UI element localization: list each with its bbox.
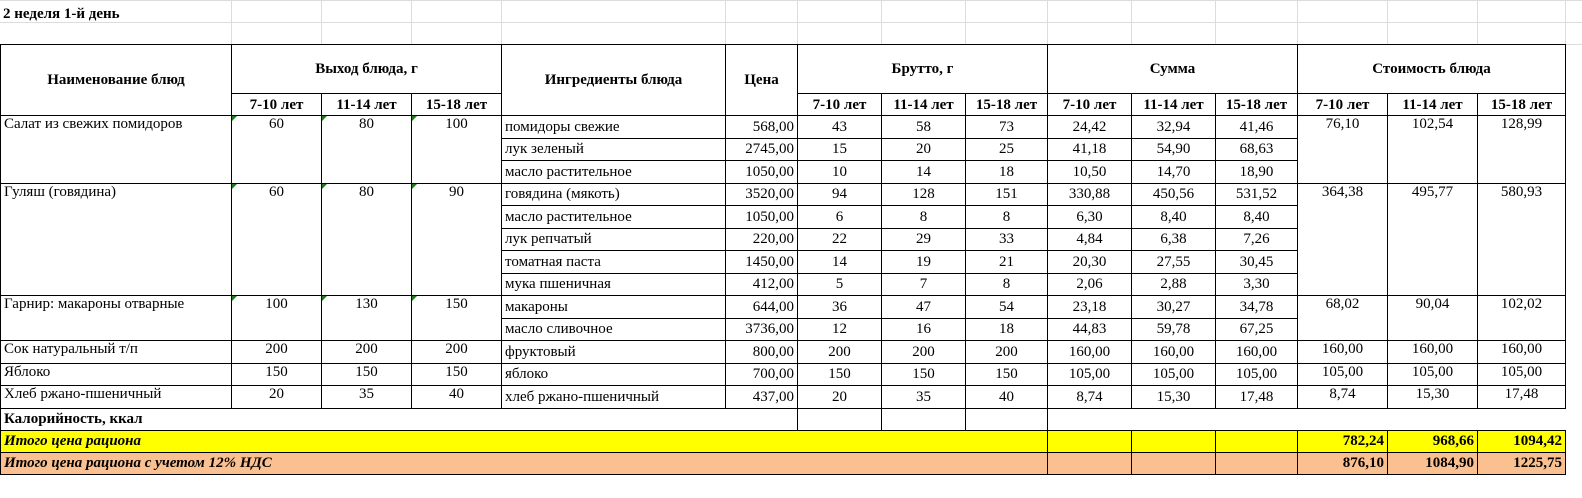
ingredient-sum: 17,48 bbox=[1216, 386, 1298, 409]
ingredient-brutto: 128 bbox=[882, 183, 966, 206]
ingredient-brutto: 5 bbox=[798, 273, 882, 296]
ingredient-brutto: 200 bbox=[798, 341, 882, 364]
calories-label: Калорийность, ккал bbox=[1, 408, 798, 430]
table-row bbox=[1, 183, 1566, 206]
ingredient-sum: 23,18 bbox=[1048, 296, 1132, 319]
ingredient-price: 800,00 bbox=[726, 341, 798, 364]
ingredient-sum: 34,78 bbox=[1216, 296, 1298, 319]
ingredient-sum: 8,74 bbox=[1048, 386, 1132, 409]
total-value: 782,24 bbox=[1298, 430, 1388, 452]
ingredient-brutto: 35 bbox=[882, 386, 966, 409]
ingredient-price: 412,00 bbox=[726, 273, 798, 296]
ingredient-sum: 6,30 bbox=[1048, 206, 1132, 229]
dish-cost: 495,77 bbox=[1388, 183, 1478, 296]
ingredient-brutto: 12 bbox=[798, 318, 882, 341]
ingredient-sum: 6,38 bbox=[1132, 228, 1216, 251]
ingredient-brutto: 20 bbox=[882, 138, 966, 161]
dish-yield: 150 bbox=[412, 296, 502, 341]
ingredient-sum: 3,30 bbox=[1216, 273, 1298, 296]
header-age: 11-14 лет bbox=[1132, 94, 1216, 116]
dish-name: Гарнир: макароны отварные bbox=[1, 296, 232, 341]
dish-yield: 150 bbox=[322, 363, 412, 386]
ingredient-sum: 30,45 bbox=[1216, 251, 1298, 274]
ingredient-name: томатная паста bbox=[502, 251, 726, 274]
header-age: 15-18 лет bbox=[1216, 94, 1298, 116]
ingredient-sum: 450,56 bbox=[1132, 183, 1216, 206]
ingredient-name: масло сливочное bbox=[502, 318, 726, 341]
calories-row bbox=[1, 408, 1566, 430]
header-age: 7-10 лет bbox=[232, 94, 322, 116]
dish-cost: 105,00 bbox=[1298, 363, 1388, 386]
ingredient-price: 1050,00 bbox=[726, 206, 798, 229]
ingredient-brutto: 43 bbox=[798, 116, 882, 139]
ingredient-sum: 105,00 bbox=[1132, 363, 1216, 386]
dish-yield: 200 bbox=[232, 341, 322, 364]
ingredient-brutto: 151 bbox=[966, 183, 1048, 206]
dish-cost: 8,74 bbox=[1298, 386, 1388, 409]
ingredient-name: помидоры свежие bbox=[502, 116, 726, 139]
ingredient-brutto: 19 bbox=[882, 251, 966, 274]
ingredient-brutto: 20 bbox=[798, 386, 882, 409]
dish-cost: 17,48 bbox=[1478, 386, 1566, 409]
ingredient-sum: 160,00 bbox=[1048, 341, 1132, 364]
header-age: 15-18 лет bbox=[966, 94, 1048, 116]
dish-yield: 60 bbox=[232, 183, 322, 296]
calories-blank bbox=[1048, 408, 1566, 430]
table-row bbox=[1, 363, 1566, 386]
ingredient-brutto: 21 bbox=[966, 251, 1048, 274]
dish-cost: 102,54 bbox=[1388, 116, 1478, 184]
ingredient-brutto: 54 bbox=[966, 296, 1048, 319]
header-age: 11-14 лет bbox=[322, 94, 412, 116]
dish-yield: 150 bbox=[412, 363, 502, 386]
ingredient-brutto: 33 bbox=[966, 228, 1048, 251]
ingredient-sum: 105,00 bbox=[1216, 363, 1298, 386]
ingredient-name: лук репчатый bbox=[502, 228, 726, 251]
ingredient-sum: 8,40 bbox=[1216, 206, 1298, 229]
ingredient-price: 437,00 bbox=[726, 386, 798, 409]
ingredient-brutto: 16 bbox=[882, 318, 966, 341]
ingredient-price: 1050,00 bbox=[726, 161, 798, 184]
table-row bbox=[1, 296, 1566, 319]
dish-name: Яблоко bbox=[1, 363, 232, 386]
ingredient-sum: 14,70 bbox=[1132, 161, 1216, 184]
header-age: 15-18 лет bbox=[412, 94, 502, 116]
ingredient-sum: 330,88 bbox=[1048, 183, 1132, 206]
ingredient-brutto: 22 bbox=[798, 228, 882, 251]
dish-name: Хлеб ржано-пшеничный bbox=[1, 386, 232, 409]
ingredient-brutto: 200 bbox=[966, 341, 1048, 364]
ingredient-sum: 10,50 bbox=[1048, 161, 1132, 184]
table-row bbox=[1, 386, 1566, 409]
ingredient-sum: 59,78 bbox=[1132, 318, 1216, 341]
ingredient-name: масло растительное bbox=[502, 161, 726, 184]
header-age: 7-10 лет bbox=[798, 94, 882, 116]
ingredient-sum: 7,26 bbox=[1216, 228, 1298, 251]
total-vat-value: 876,10 bbox=[1298, 452, 1388, 474]
header-dish-name: Наименование блюд bbox=[1, 45, 232, 116]
ingredient-price: 3736,00 bbox=[726, 318, 798, 341]
ingredient-brutto: 94 bbox=[798, 183, 882, 206]
dish-name: Салат из свежих помидоров bbox=[1, 116, 232, 184]
total-blank bbox=[1048, 452, 1132, 474]
dish-yield: 35 bbox=[322, 386, 412, 409]
total-blank bbox=[1216, 430, 1298, 452]
total-row bbox=[1, 430, 1566, 452]
ingredient-brutto: 14 bbox=[798, 251, 882, 274]
total-label: Итого цена рациона bbox=[1, 430, 1048, 452]
table-row bbox=[1, 341, 1566, 364]
dish-yield: 100 bbox=[412, 116, 502, 184]
header-age: 15-18 лет bbox=[1478, 94, 1566, 116]
ingredient-price: 220,00 bbox=[726, 228, 798, 251]
ingredient-sum: 41,46 bbox=[1216, 116, 1298, 139]
dish-yield: 150 bbox=[232, 363, 322, 386]
ingredient-price: 3520,00 bbox=[726, 183, 798, 206]
ingredient-brutto: 150 bbox=[966, 363, 1048, 386]
dish-cost: 15,30 bbox=[1388, 386, 1478, 409]
ingredient-sum: 531,52 bbox=[1216, 183, 1298, 206]
ingredient-brutto: 14 bbox=[882, 161, 966, 184]
header-yield: Выход блюда, г bbox=[232, 45, 502, 94]
dish-cost: 90,04 bbox=[1388, 296, 1478, 341]
dish-cost: 68,02 bbox=[1298, 296, 1388, 341]
ingredient-sum: 30,27 bbox=[1132, 296, 1216, 319]
total-vat-row bbox=[1, 452, 1566, 474]
calories-cell bbox=[966, 408, 1048, 430]
ingredient-brutto: 200 bbox=[882, 341, 966, 364]
dish-cost: 128,99 bbox=[1478, 116, 1566, 184]
ingredient-sum: 2,06 bbox=[1048, 273, 1132, 296]
dish-cost: 160,00 bbox=[1298, 341, 1388, 364]
ingredient-brutto: 7 bbox=[882, 273, 966, 296]
ingredient-sum: 44,83 bbox=[1048, 318, 1132, 341]
ingredient-price: 2745,00 bbox=[726, 138, 798, 161]
ingredient-brutto: 150 bbox=[798, 363, 882, 386]
dish-cost: 580,93 bbox=[1478, 183, 1566, 296]
dish-cost: 364,38 bbox=[1298, 183, 1388, 296]
ingredient-sum: 41,18 bbox=[1048, 138, 1132, 161]
dish-cost: 102,02 bbox=[1478, 296, 1566, 341]
ingredient-sum: 105,00 bbox=[1048, 363, 1132, 386]
ingredient-sum: 8,40 bbox=[1132, 206, 1216, 229]
ingredient-brutto: 18 bbox=[966, 318, 1048, 341]
ingredient-brutto: 8 bbox=[966, 273, 1048, 296]
menu-table bbox=[0, 44, 1566, 475]
total-value: 1094,42 bbox=[1478, 430, 1566, 452]
ingredient-price: 644,00 bbox=[726, 296, 798, 319]
dish-yield: 200 bbox=[322, 341, 412, 364]
ingredient-brutto: 18 bbox=[966, 161, 1048, 184]
ingredient-name: макароны bbox=[502, 296, 726, 319]
ingredient-sum: 4,84 bbox=[1048, 228, 1132, 251]
ingredient-brutto: 47 bbox=[882, 296, 966, 319]
header-age: 7-10 лет bbox=[1298, 94, 1388, 116]
dish-name: Сок натуральный т/п bbox=[1, 341, 232, 364]
total-vat-value: 1225,75 bbox=[1478, 452, 1566, 474]
ingredient-brutto: 15 bbox=[798, 138, 882, 161]
ingredient-brutto: 36 bbox=[798, 296, 882, 319]
total-blank bbox=[1132, 430, 1216, 452]
ingredient-sum: 20,30 bbox=[1048, 251, 1132, 274]
ingredient-name: говядина (мякоть) bbox=[502, 183, 726, 206]
ingredient-brutto: 10 bbox=[798, 161, 882, 184]
total-vat-label: Итого цена рациона с учетом 12% НДС bbox=[1, 452, 1048, 474]
dish-yield: 100 bbox=[232, 296, 322, 341]
ingredient-price: 568,00 bbox=[726, 116, 798, 139]
total-blank bbox=[1048, 430, 1132, 452]
ingredient-brutto: 40 bbox=[966, 386, 1048, 409]
header-age: 7-10 лет bbox=[1048, 94, 1132, 116]
ingredient-brutto: 58 bbox=[882, 116, 966, 139]
ingredient-sum: 2,88 bbox=[1132, 273, 1216, 296]
header-sum: Сумма bbox=[1048, 45, 1298, 94]
ingredient-sum: 15,30 bbox=[1132, 386, 1216, 409]
ingredient-brutto: 29 bbox=[882, 228, 966, 251]
dish-yield: 80 bbox=[322, 183, 412, 296]
header-brutto: Брутто, г bbox=[798, 45, 1048, 94]
total-blank bbox=[1132, 452, 1216, 474]
ingredient-sum: 54,90 bbox=[1132, 138, 1216, 161]
ingredient-sum: 68,63 bbox=[1216, 138, 1298, 161]
ingredient-brutto: 8 bbox=[882, 206, 966, 229]
dish-yield: 20 bbox=[232, 386, 322, 409]
sheet-title: 2 неделя 1-й день bbox=[3, 6, 120, 22]
total-blank bbox=[1216, 452, 1298, 474]
dish-cost: 160,00 bbox=[1478, 341, 1566, 364]
ingredient-brutto: 6 bbox=[798, 206, 882, 229]
dish-cost: 105,00 bbox=[1388, 363, 1478, 386]
dish-yield: 90 bbox=[412, 183, 502, 296]
ingredient-price: 1450,00 bbox=[726, 251, 798, 274]
dish-name: Гуляш (говядина) bbox=[1, 183, 232, 296]
table-row bbox=[1, 116, 1566, 139]
ingredient-brutto: 73 bbox=[966, 116, 1048, 139]
dish-cost: 105,00 bbox=[1478, 363, 1566, 386]
ingredient-sum: 67,25 bbox=[1216, 318, 1298, 341]
dish-yield: 40 bbox=[412, 386, 502, 409]
calories-cell bbox=[798, 408, 882, 430]
ingredient-name: фруктовый bbox=[502, 341, 726, 364]
total-vat-value: 1084,90 bbox=[1388, 452, 1478, 474]
ingredient-brutto: 150 bbox=[882, 363, 966, 386]
dish-yield: 60 bbox=[232, 116, 322, 184]
calories-cell bbox=[882, 408, 966, 430]
ingredient-brutto: 8 bbox=[966, 206, 1048, 229]
ingredient-name: масло растительное bbox=[502, 206, 726, 229]
dish-yield: 200 bbox=[412, 341, 502, 364]
ingredient-brutto: 25 bbox=[966, 138, 1048, 161]
dish-yield: 130 bbox=[322, 296, 412, 341]
header-age: 11-14 лет bbox=[882, 94, 966, 116]
total-value: 968,66 bbox=[1388, 430, 1478, 452]
ingredient-price: 700,00 bbox=[726, 363, 798, 386]
ingredient-name: лук зеленый bbox=[502, 138, 726, 161]
ingredient-sum: 160,00 bbox=[1132, 341, 1216, 364]
ingredient-name: яблоко bbox=[502, 363, 726, 386]
dish-cost: 160,00 bbox=[1388, 341, 1478, 364]
ingredient-name: хлеб ржано-пшеничный bbox=[502, 386, 726, 409]
ingredient-sum: 18,90 bbox=[1216, 161, 1298, 184]
header-ingredients: Ингредиенты блюда bbox=[502, 45, 726, 116]
dish-cost: 76,10 bbox=[1298, 116, 1388, 184]
header-price: Цена bbox=[726, 45, 798, 116]
ingredient-sum: 24,42 bbox=[1048, 116, 1132, 139]
header-cost: Стоимость блюда bbox=[1298, 45, 1566, 94]
ingredient-sum: 160,00 bbox=[1216, 341, 1298, 364]
dish-yield: 80 bbox=[322, 116, 412, 184]
ingredient-sum: 32,94 bbox=[1132, 116, 1216, 139]
ingredient-name: мука пшеничная bbox=[502, 273, 726, 296]
ingredient-sum: 27,55 bbox=[1132, 251, 1216, 274]
header-age: 11-14 лет bbox=[1388, 94, 1478, 116]
